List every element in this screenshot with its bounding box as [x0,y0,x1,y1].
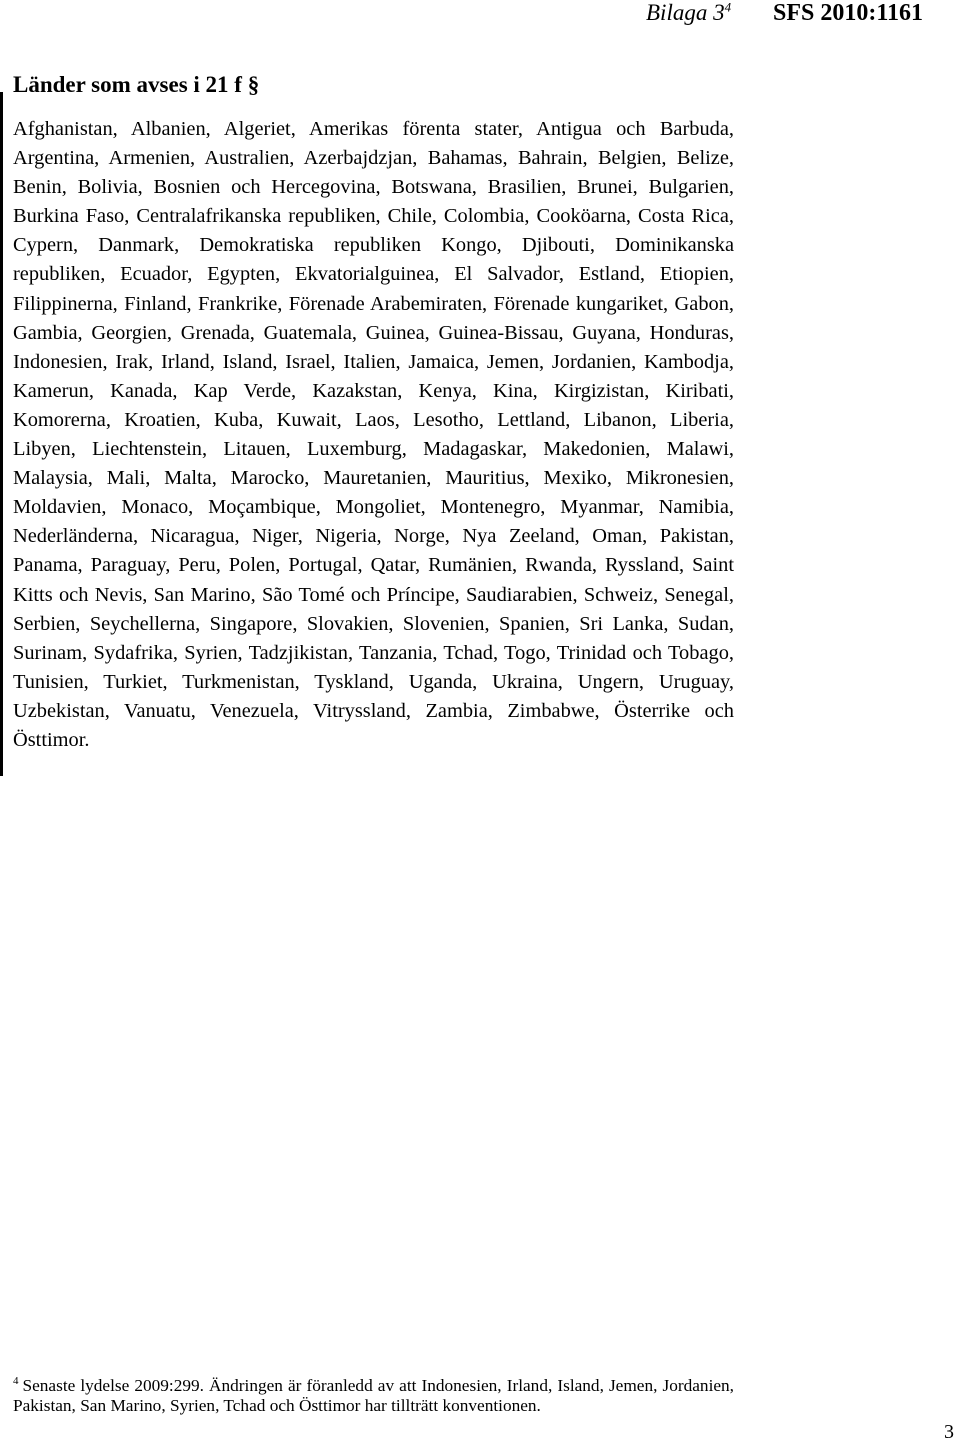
footnote-number: 4 [13,1375,19,1388]
country-list-paragraph: Afghanistan, Albanien, Algeriet, Amerikas förenta stater, Antigua och Barbuda, Argentina, Armenien, Australien, Azerbajdzjan, Bahamas, Bahrain, Belgien, Belize, Benin, Bolivia, Bosnien och Hercegovina, Botswana, Brasilien, Brunei, Bulgarien, Burkina Faso, Centralafrikanska republiken, Chile, Colombia, Cooköarna, Costa Rica, Cypern, Danmark, Demokratiska republiken Kongo, Djibouti, Dominikanska republiken, Ecuador, Egypten, Ekvatorialguinea, El Salvador, Estland, Etiopien, Filippinerna, Finland, Frankrike, Förenade Arabemiraten, Förenade kungariket, Gabon, Gambia, Georgien, Grenada, Guatemala, Guinea, Guinea-Bissau, Guyana, Honduras, Indonesien, Irak, Irland, Island, Israel, Italien, Jamaica, Jemen, Jordanien, Kambodja, Kamerun, Kanada, Kap Verde, Kazakstan, Kenya, Kina, Kirgizistan, Kiribati, Komorerna, Kroatien, Kuba, Kuwait, Laos, Lesotho, Lettland, Libanon, Liberia, Libyen, Liechtenstein, Litauen, Luxemburg, Madagaskar, Makedonien, Malawi, Malaysia, Mali, Malta, Marocko, Mauretanien, Mauritius, Mexiko, Mikronesien, Moldavien, Monaco, Moçambique, Mongoliet, Montenegro, Myanmar, Namibia, Nederländerna, Nicaragua, Niger, Nigeria, Norge, Nya Zeeland, Oman, Pakistan, Panama, Paraguay, Peru, Polen, Portugal, Qatar, Rumänien, Rwanda, Ryssland, Saint Kitts och Nevis, San Marino, São Tomé och Príncipe, Saudiarabien, Schweiz, Senegal, Serbien, Seychellerna, Singapore, Slovakien, Slovenien, Spanien, Sri Lanka, Sudan, Surinam, Sydafrika, Syrien, Tadzjikistan, Tanzania, Tchad, Togo, Trinidad och Tobago, Tunisien, Turkiet, Turkmenistan, Tyskland, Uganda, Ukraina, Ungern, Uruguay, Uzbekistan, Vanuatu, Venezuela, Vitryssland, Zambia, Zimbabwe, Österrike och Östtimor. [13,118,734,751]
change-bar [0,92,3,776]
section-title: Länder som avses i 21 f § [13,72,260,97]
sfs-number: SFS 2010:1161 [773,0,924,26]
page-number: 3 [944,1421,954,1443]
footnote [13,1376,734,1417]
footnote-reference[interactable]: 4 [724,0,732,15]
appendix-label [646,0,731,26]
footnote-text: Senaste lydelse 2009:299. Ändringen är föranledd av att Indonesien, Irland, Island, Jemen, Jordanien, Pakistan, San Marino, Syrien, Tchad och Östtimor har tillträtt konventionen. [13,1376,734,1416]
appendix-label-text: Bilaga 3 [646,0,725,25]
